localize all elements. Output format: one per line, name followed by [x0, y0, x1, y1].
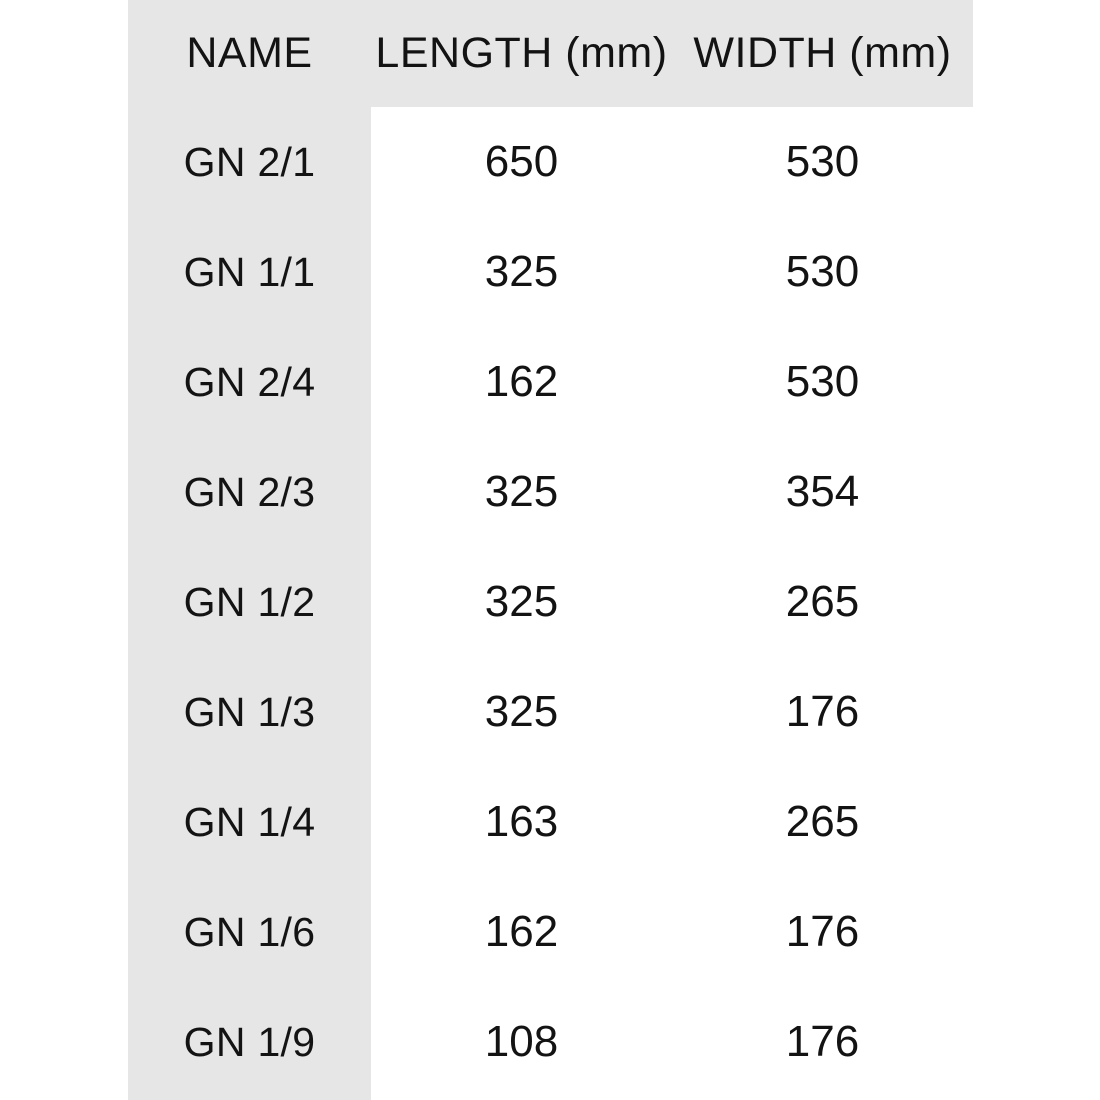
cell-length: 325 — [484, 577, 559, 626]
cell-length: 325 — [484, 687, 559, 736]
cell-name: GN 2/4 — [183, 358, 316, 405]
column-header-name: NAME — [186, 29, 313, 77]
cell-name: GN 1/4 — [183, 798, 316, 845]
column-header-length: LENGTH (mm) — [375, 29, 668, 77]
cell-length: 325 — [484, 467, 559, 516]
column-header-width: WIDTH (mm) — [693, 29, 952, 77]
cell-name: GN 2/1 — [183, 138, 316, 185]
table-row — [128, 657, 973, 767]
cell-length: 162 — [484, 357, 559, 406]
cell-length: 162 — [484, 907, 559, 956]
cell-length: 650 — [484, 137, 559, 186]
gn-container-sizes-table — [128, 0, 973, 1097]
table-header-row — [128, 0, 973, 107]
cell-width: 530 — [785, 357, 860, 406]
cell-length: 108 — [484, 1017, 559, 1066]
cell-name: GN 2/3 — [183, 468, 316, 515]
cell-width: 530 — [785, 137, 860, 186]
table-row — [128, 327, 973, 437]
cell-length: 325 — [484, 247, 559, 296]
table-row — [128, 217, 973, 327]
table-row — [128, 437, 973, 547]
cell-name: GN 1/1 — [183, 248, 316, 295]
cell-name: GN 1/9 — [183, 1018, 316, 1065]
table-row — [128, 767, 973, 877]
cell-width: 176 — [785, 1017, 860, 1066]
cell-width: 530 — [785, 247, 860, 296]
cell-width: 176 — [785, 907, 860, 956]
table-row — [128, 107, 973, 217]
table-row — [128, 987, 973, 1097]
cell-name: GN 1/3 — [183, 688, 316, 735]
cell-width: 354 — [785, 467, 860, 516]
table-row — [128, 877, 973, 987]
cell-name: GN 1/2 — [183, 578, 316, 625]
cell-length: 163 — [484, 797, 559, 846]
cell-width: 265 — [785, 797, 860, 846]
table-row — [128, 547, 973, 657]
cell-name: GN 1/6 — [183, 908, 316, 955]
cell-width: 265 — [785, 577, 860, 626]
cell-width: 176 — [785, 687, 860, 736]
